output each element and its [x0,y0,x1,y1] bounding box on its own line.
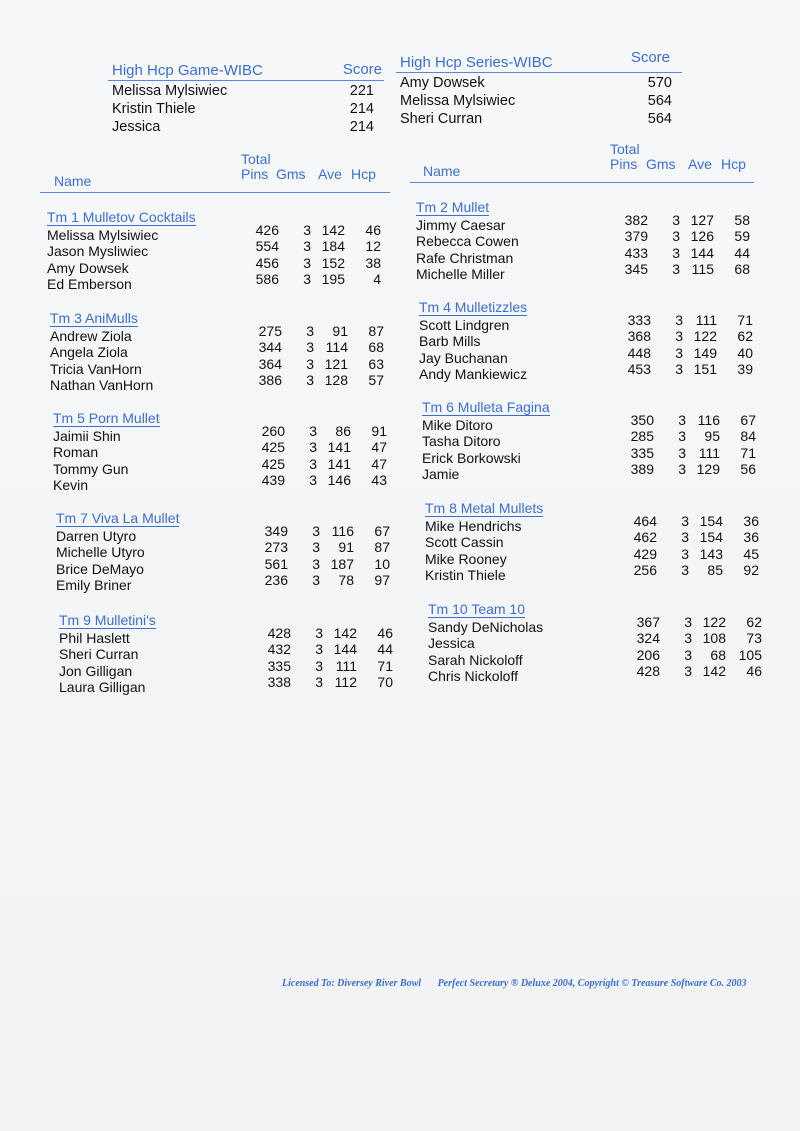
player-pins: 273 [264,539,288,556]
player-name: Angela Ziola [50,344,128,361]
player-hcp: 10 [374,555,390,572]
team-block [422,399,762,489]
player-ave: 91 [338,539,354,556]
player-hcp: 47 [371,439,387,456]
team-block [425,500,765,590]
column-total-label: Total [610,141,640,157]
player-ave: 95 [704,428,720,445]
player-name: Sandy DeNicholas [428,619,544,635]
player-name: Jaimii Shin [53,428,121,444]
player-ave: 151 [693,360,717,377]
player-name: Sarah Nickoloff [428,651,523,668]
team-name: Tm 6 Mulleta Fagina [422,399,550,415]
player-name: Emily Briner [56,576,132,593]
player-pins: 456 [255,254,279,271]
player-hcp: 38 [365,254,381,271]
player-ave: 144 [333,641,357,658]
player-ave: 195 [321,270,345,287]
player-gms: 3 [312,555,320,572]
player-name: Erick Borkowski [422,449,521,466]
column-pins-label: Pins [241,166,269,182]
player-name: Phil Haslett [59,630,130,646]
player-gms: 3 [678,412,686,428]
player-gms: 3 [678,428,686,445]
player-hcp: 58 [734,212,750,228]
player-ave: 154 [699,529,723,546]
player-name: Ed Emberson [47,275,132,292]
player-name: Tasha Ditoro [422,433,501,450]
high-hcp-game-score-label: Score [342,61,382,78]
player-ave: 141 [327,439,351,456]
player-name: Mike Rooney [425,550,507,567]
player-hcp: 46 [746,662,762,679]
high-hcp-series-title: High Hcp Series-WIBC [400,54,553,71]
column-gms-label: Gms [646,156,676,172]
player-ave: 152 [321,254,345,271]
player-gms: 3 [315,625,323,641]
player-name: Barb Mills [419,333,481,350]
player-name: Jay Buchanan [419,349,508,366]
player-ave: 122 [702,614,726,630]
player-name: Mike Ditoro [422,417,493,433]
player-ave: 126 [690,228,714,245]
player-name: Jon Gilligan [59,662,133,679]
player-pins: 554 [255,238,279,255]
player-hcp: 46 [377,625,393,641]
player-ave: 187 [330,555,354,572]
player-hcp: 84 [740,428,756,445]
player-gms: 3 [309,439,317,456]
player-hcp: 87 [374,539,390,556]
player-ave: 111 [335,657,357,674]
player-ave: 149 [693,344,717,361]
player-gms: 3 [309,455,317,472]
player-hcp: 44 [377,641,393,658]
player-hcp: 97 [374,571,390,588]
player-hcp: 87 [368,323,384,339]
column-ave-label: Ave [688,156,712,172]
player-gms: 3 [306,355,314,372]
player-gms: 3 [306,339,314,356]
player-name: Jessica [428,635,475,652]
player-hcp: 70 [377,673,393,690]
player-name: Michelle Miller [416,265,505,282]
player-ave: 116 [697,412,720,428]
player-pins: 335 [630,444,654,461]
player-pins: 260 [261,423,285,439]
footer-copyright: Perfect Secretary ® Deluxe 2004, Copyright © Treasure Software Co. 2003 [437,978,747,989]
player-gms: 3 [303,254,311,271]
player-name: Nathan VanHorn [50,376,154,393]
player-pins: 425 [261,455,285,472]
player-gms: 3 [684,662,692,679]
player-gms: 3 [309,471,317,488]
player-name: Jessica [112,119,161,135]
player-pins: 382 [624,212,648,228]
player-hcp: 44 [734,244,750,261]
player-pins: 275 [258,323,282,339]
player-name: Andy Mankiewicz [419,365,528,382]
player-ave: 128 [324,371,348,388]
player-ave: 111 [698,444,720,461]
player-pins: 364 [258,355,282,372]
team-block [47,209,387,299]
player-pins: 324 [636,630,660,647]
column-pins-label: Pins [610,156,638,172]
team-block [419,299,759,389]
player-ave: 91 [332,323,348,339]
player-hcp: 71 [740,444,756,461]
team-block [50,310,390,400]
player-ave: 127 [690,212,714,228]
player-ave: 184 [321,238,345,255]
player-pins: 428 [267,625,291,641]
player-hcp: 71 [377,657,393,674]
player-pins: 349 [264,523,288,539]
player-pins: 338 [267,673,291,690]
player-pins: 367 [636,614,660,630]
player-name: Melissa Mylsiwiec [47,227,159,243]
player-pins: 586 [255,270,279,287]
player-hcp: 92 [743,561,759,578]
player-ave: 86 [335,423,351,439]
player-score: 214 [349,119,374,135]
player-hcp: 39 [737,360,753,377]
player-hcp: 40 [737,344,753,361]
player-gms: 3 [672,228,680,245]
player-gms: 3 [675,328,683,345]
list-item [396,93,682,111]
player-name: Kristin Thiele [425,566,506,583]
player-pins: 425 [261,439,285,456]
column-total-label: Total [241,151,271,167]
column-name-label: Name [54,173,92,189]
player-name: Brice DeMayo [56,560,144,577]
player-pins: 333 [627,312,651,328]
footer [282,978,761,989]
right-column-header [410,138,754,183]
player-name: Chris Nickoloff [428,667,518,684]
player-hcp: 4 [373,270,381,287]
player-hcp: 45 [743,545,759,562]
player-pins: 350 [630,412,654,428]
team-name: Tm 10 Team 10 [428,601,526,617]
player-hcp: 67 [374,523,390,539]
player-hcp: 56 [740,460,756,477]
player-name: Laura Gilligan [59,678,146,695]
player-pins: 285 [630,428,654,445]
player-pins: 236 [264,571,288,588]
player-gms: 3 [306,323,314,339]
player-gms: 3 [681,513,689,529]
player-pins: 561 [264,555,288,572]
player-hcp: 62 [746,614,762,630]
column-name-label: Name [423,163,461,179]
player-pins: 256 [633,561,657,578]
player-pins: 344 [258,339,282,356]
footer-license: Licensed To: Diversey River Bowl [282,978,422,989]
high-hcp-game-title: High Hcp Game-WIBC [112,62,263,79]
player-gms: 3 [672,212,680,228]
player-ave: 114 [325,339,348,356]
player-gms: 3 [312,523,320,539]
player-hcp: 71 [737,312,753,328]
player-hcp: 67 [740,412,756,428]
player-score: 221 [349,83,374,99]
team-name: Tm 8 Metal Mullets [425,500,544,516]
player-gms: 3 [681,529,689,546]
player-hcp: 36 [743,529,759,546]
player-hcp: 12 [365,238,381,255]
team-name: Tm 4 Mulletizzles [419,299,528,315]
player-pins: 368 [627,328,651,345]
player-gms: 3 [312,571,320,588]
player-name: Tommy Gun [53,460,129,477]
player-name: Sheri Curran [400,111,483,127]
player-pins: 345 [624,260,648,277]
high-hcp-game-header [108,58,384,81]
list-item [108,101,384,119]
high-hcp-series-score-label: Score [630,49,670,66]
team-name: Tm 9 Mulletini's [59,612,156,628]
player-name: Andrew Ziola [50,328,132,344]
player-ave: 142 [321,222,345,238]
list-item [396,75,682,93]
player-name: Tricia VanHorn [50,360,142,377]
high-hcp-series-header [396,50,682,73]
player-name: Melissa Mylsiwiec [112,83,228,99]
player-score: 564 [647,111,672,127]
team-block [59,612,399,702]
player-gms: 3 [684,630,692,647]
player-ave: 111 [695,312,717,328]
player-hcp: 46 [365,222,381,238]
player-name: Scott Cassin [425,534,504,551]
player-gms: 3 [672,260,680,277]
player-score: 564 [647,93,672,109]
player-name: Jamie [422,465,460,482]
player-score: 570 [647,75,672,91]
player-pins: 428 [636,662,660,679]
team-name: Tm 2 Mullet [416,199,490,215]
player-pins: 379 [624,228,648,245]
player-gms: 3 [681,545,689,562]
player-gms: 3 [315,641,323,658]
player-hcp: 36 [743,513,759,529]
high-hcp-game-block [108,58,384,137]
player-pins: 389 [630,460,654,477]
player-pins: 453 [627,360,651,377]
player-ave: 112 [334,673,357,690]
player-ave: 115 [691,260,714,277]
player-gms: 3 [678,460,686,477]
player-gms: 3 [303,238,311,255]
player-name: Roman [53,444,99,461]
player-hcp: 47 [371,455,387,472]
player-ave: 116 [331,523,354,539]
player-pins: 448 [627,344,651,361]
player-hcp: 68 [368,339,384,356]
player-name: Michelle Utyro [56,544,145,561]
player-ave: 144 [690,244,714,261]
player-pins: 206 [636,646,660,663]
player-hcp: 105 [738,646,762,663]
player-gms: 3 [672,244,680,261]
player-ave: 142 [702,662,726,679]
player-name: Rebecca Cowen [416,233,519,250]
player-name: Jimmy Caesar [416,217,506,233]
team-block [416,199,756,289]
player-gms: 3 [315,657,323,674]
player-name: Rafe Christman [416,249,514,266]
team-block [53,410,393,500]
team-name: Tm 5 Porn Mullet [53,410,160,426]
team-name: Tm 7 Viva La Mullet [56,510,180,526]
player-pins: 464 [633,513,657,529]
player-pins: 439 [261,471,285,488]
player-gms: 3 [675,360,683,377]
player-pins: 426 [255,222,279,238]
player-ave: 142 [333,625,357,641]
player-name: Jason Mysliwiec [47,243,149,260]
player-name: Amy Dowsek [400,75,485,91]
player-ave: 78 [338,571,354,588]
player-hcp: 68 [734,260,750,277]
player-hcp: 43 [371,471,387,488]
list-item [396,111,682,129]
player-gms: 3 [303,222,311,238]
player-hcp: 59 [734,228,750,245]
player-ave: 108 [702,630,726,647]
list-item [108,119,384,137]
player-pins: 433 [624,244,648,261]
player-gms: 3 [684,646,692,663]
player-ave: 122 [693,328,717,345]
player-gms: 3 [315,673,323,690]
player-name: Melissa Mylsiwiec [400,93,516,109]
player-name: Darren Utyro [56,528,137,544]
player-hcp: 73 [746,630,762,647]
player-name: Scott Lindgren [419,317,510,333]
player-pins: 429 [633,545,657,562]
player-hcp: 62 [737,328,753,345]
player-ave: 146 [327,471,351,488]
left-column-header [40,148,390,193]
player-pins: 432 [267,641,291,658]
column-ave-label: Ave [318,166,342,182]
player-gms: 3 [681,561,689,578]
player-ave: 85 [707,561,723,578]
player-name: Kevin [53,476,89,493]
player-gms: 3 [312,539,320,556]
player-ave: 141 [327,455,351,472]
player-name: Sheri Curran [59,646,139,663]
player-gms: 3 [306,371,314,388]
player-name: Amy Dowsek [47,259,129,276]
list-item [108,83,384,101]
player-ave: 143 [699,545,723,562]
high-hcp-series-block [396,50,682,129]
player-gms: 3 [675,344,683,361]
player-gms: 3 [675,312,683,328]
player-ave: 68 [710,646,726,663]
team-name: Tm 1 Mulletov Cocktails [47,209,196,225]
column-gms-label: Gms [276,166,306,182]
player-pins: 386 [258,371,282,388]
column-hcp-label: Hcp [351,166,376,182]
team-block [428,601,768,691]
player-score: 214 [349,101,374,117]
column-hcp-label: Hcp [721,156,746,172]
player-gms: 3 [309,423,317,439]
team-block [56,510,396,600]
player-hcp: 57 [368,371,384,388]
player-name: Kristin Thiele [112,101,196,117]
player-pins: 462 [633,529,657,546]
player-ave: 121 [324,355,348,372]
player-hcp: 91 [371,423,387,439]
team-name: Tm 3 AniMulls [50,310,138,326]
player-gms: 3 [678,444,686,461]
player-gms: 3 [684,614,692,630]
player-ave: 154 [699,513,723,529]
player-gms: 3 [303,270,311,287]
player-pins: 335 [267,657,291,674]
player-hcp: 63 [368,355,384,372]
player-ave: 129 [696,460,720,477]
player-name: Mike Hendrichs [425,518,522,534]
